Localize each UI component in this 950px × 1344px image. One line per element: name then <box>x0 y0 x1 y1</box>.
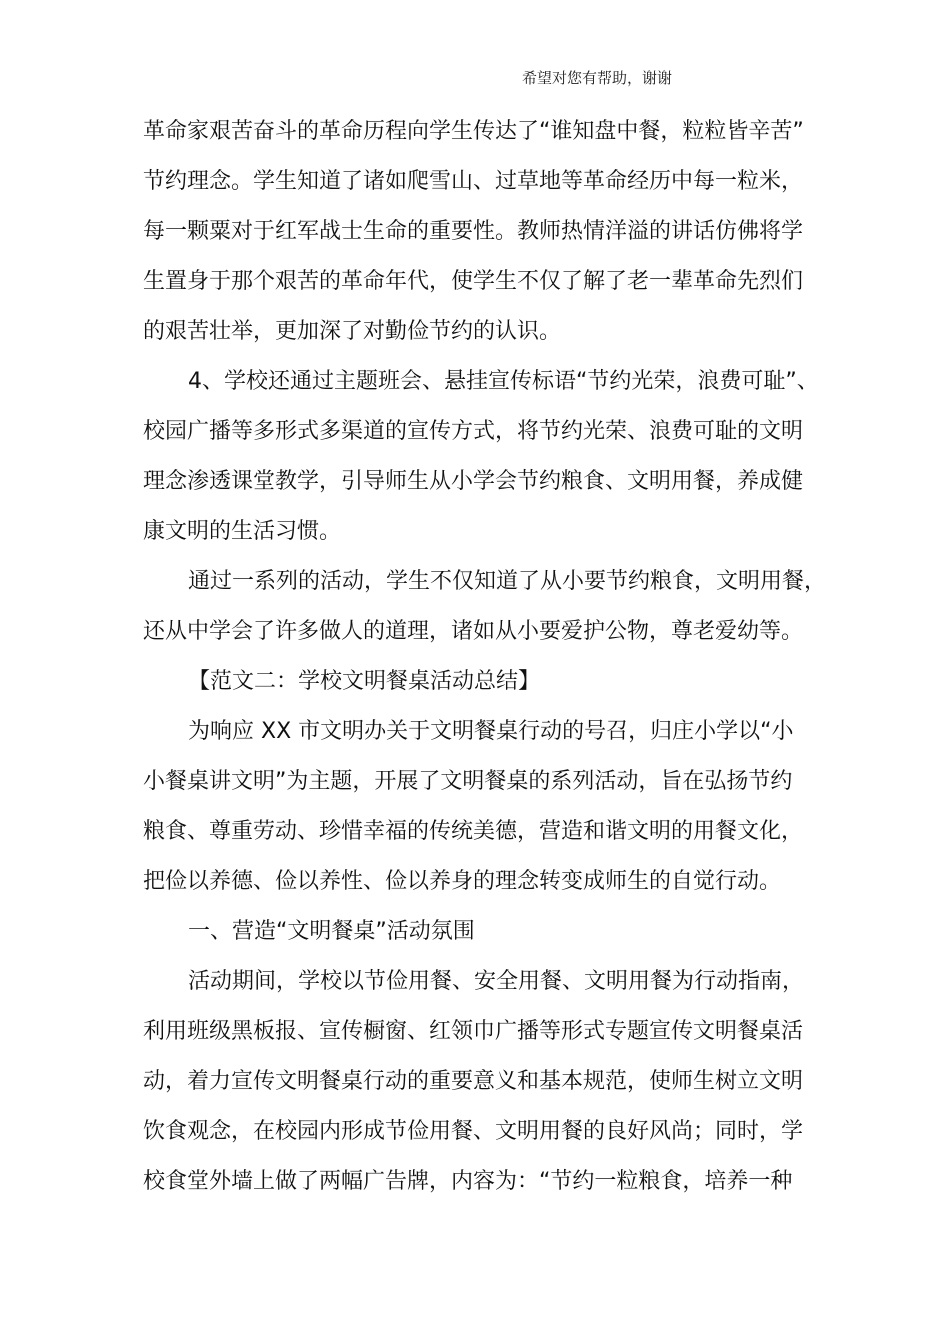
body-line: 生置身于那个艰苦的革命年代，使学生不仅了解了老一辈革命先烈们 <box>143 269 804 294</box>
subsection-heading: 一、营造“文明餐桌”活动氛围 <box>188 919 475 944</box>
body-line: 康文明的生活习惯。 <box>143 519 342 544</box>
body-line: 理念渗透课堂教学，引导师生从小学会节约粮食、文明用餐，养成健 <box>143 469 804 494</box>
page-header-note: 希望对您有帮助，谢谢 <box>522 69 673 87</box>
body-line: 还从中学会了许多做人的道理，诸如从小要爱护公物，尊老爱幼等。 <box>143 619 804 644</box>
body-line: 动，着力宣传文明餐桌行动的重要意义和基本规范，使师生树立文明 <box>143 1069 804 1094</box>
body-line: 革命家艰苦奋斗的革命历程向学生传达了“谁知盘中餐，粒粒皆辛苦” <box>143 119 804 144</box>
paragraph-start-line: 活动期间，学校以节俭用餐、安全用餐、文明用餐为行动指南， <box>188 969 805 994</box>
paragraph-start-line: 4、学校还通过主题班会、悬挂宣传标语“节约光荣，浪费可耻”、 <box>188 369 819 394</box>
paragraph-start-line: 为响应 XX 市文明办关于文明餐桌行动的号召，归庄小学以“小 <box>188 719 794 744</box>
body-line: 校食堂外墙上做了两幅广告牌，内容为：“节约一粒粮食，培养一种 <box>143 1169 793 1194</box>
body-line: 粮食、尊重劳动、珍惜幸福的传统美德，营造和谐文明的用餐文化， <box>143 819 804 844</box>
body-line: 利用班级黑板报、宣传橱窗、红领巾广播等形式专题宣传文明餐桌活 <box>143 1019 804 1044</box>
body-line: 饮食观念，在校园内形成节俭用餐、文明用餐的良好风尚；同时，学 <box>143 1119 804 1144</box>
paragraph-start-line: 通过一系列的活动，学生不仅知道了从小要节约粮食，文明用餐， <box>188 569 827 594</box>
document-body <box>143 116 827 1216</box>
body-line: 校园广播等多形式多渠道的宣传方式，将节约光荣、浪费可耻的文明 <box>143 419 804 444</box>
body-line: 节约理念。学生知道了诸如爬雪山、过草地等革命经历中每一粒米， <box>143 169 804 194</box>
section-title: 【范文二：学校文明餐桌活动总结】 <box>188 669 541 694</box>
body-line: 小餐桌讲文明”为主题，开展了文明餐桌的系列活动，旨在弘扬节约 <box>143 769 793 794</box>
body-line: 每一颗粟对于红军战士生命的重要性。教师热情洋溢的讲话仿佛将学 <box>143 219 804 244</box>
body-line: 把俭以养德、俭以养性、俭以养身的理念转变成师生的自觉行动。 <box>143 869 782 894</box>
body-line: 的艰苦壮举，更加深了对勤俭节约的认识。 <box>143 319 562 344</box>
